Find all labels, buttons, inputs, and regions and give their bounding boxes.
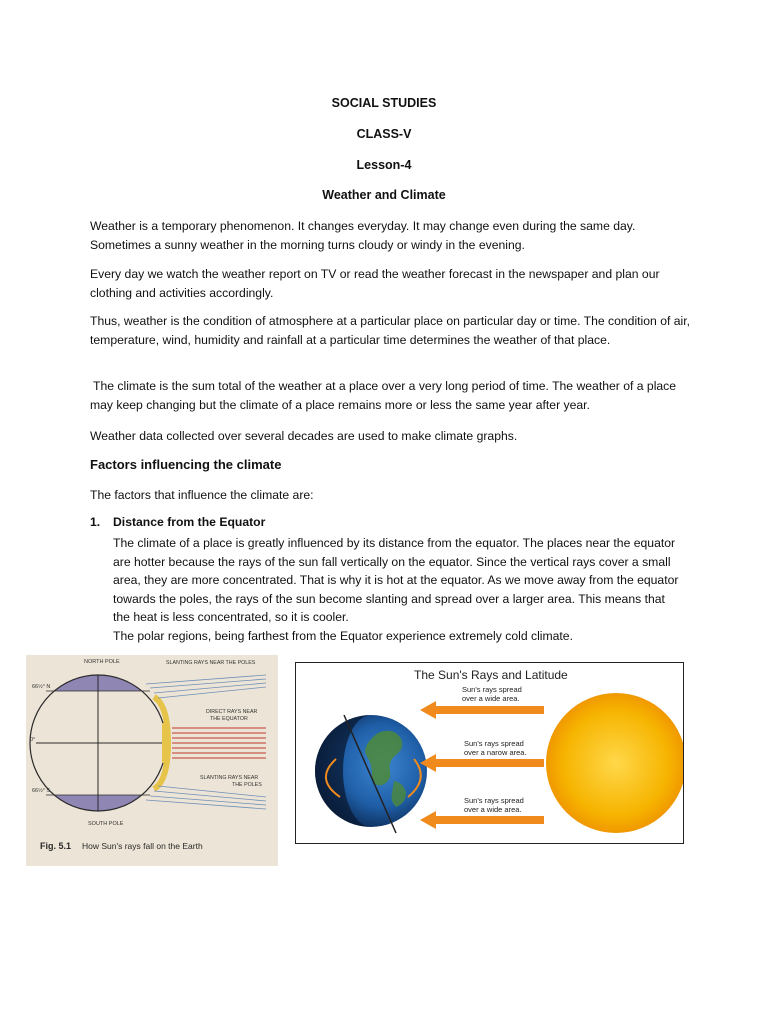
sun-earth-diagram [296,663,683,843]
list-item-body-polar: The polar regions, being farthest from the Equator experience extremely cold climate. [113,629,573,643]
lat-south-label: 66½° S [32,788,51,794]
lat-equator-label: 0° [30,737,36,743]
direct-rays-label-1: DIRECT RAYS NEAR [206,709,258,715]
section-heading: Factors influencing the climate [90,457,282,472]
sun-icon [546,693,683,833]
ray-label-middle-2: over a narow area. [464,748,527,757]
direct-rays [172,728,266,758]
figure-caption-text: How Sun's rays fall on the Earth [82,841,203,851]
list-item-number: 1. [90,515,101,529]
south-pole-label: SOUTH POLE [88,821,124,827]
paragraph-climate-definition: The climate is the sum total of the weather at a place over a very long period of time. The weather of a place may keep changing but the climate of a place remains more or less the same year after year. [90,379,677,412]
slanting-bottom-label-1: SLANTING RAYS NEAR [200,775,259,781]
slanting-top-label: SLANTING RAYS NEAR THE POLES [166,660,256,666]
section-intro: The factors that influence the climate are: [90,488,314,502]
ray-label-bottom-2: over a wide area. [464,805,522,814]
page-title: Weather and Climate [322,188,446,202]
slanting-bottom-label-2: THE POLES [232,782,262,788]
class-heading: CLASS-V [356,127,412,141]
paragraph-weather-report: Every day we watch the weather report on TV or read the weather forecast in the newspaper and plan our clothing and activities accordingly. [90,267,660,300]
paragraph-climate-graphs: Weather data collected over several decades are used to make climate graphs. [90,429,518,443]
list-item-body: The climate of a place is greatly influenced by its distance from the equator. The places near the equator are hotter because the rays of the sun fall vertically on the equator. Since the vertical rays cover a small area, they are more concentrated. That is why it is hot at the equator. As we move away from the equator towards the poles, the rays of the sun become slanting and spread over a larger area. This means that the heat is less concentrated, so it is cooler. [113,536,679,624]
subject-heading: SOCIAL STUDIES [331,96,437,110]
ray-label-middle-1: Sun's rays spread [464,739,524,748]
north-pole-label: NORTH POLE [84,659,120,665]
figure-caption-label: Fig. 5.1 [40,841,72,851]
ray-label-bottom-1: Sun's rays spread [464,796,524,805]
earth-diagram [26,655,278,866]
lesson-heading: Lesson-4 [356,158,412,172]
direct-rays-label-2: THE EQUATOR [210,716,248,722]
paragraph-weather-condition: Thus, weather is the condition of atmosphere at a particular place on particular day or time. The condition of air, temperature, wind, humidity and rainfall at a particular time determines the weather of that place. [90,314,690,347]
figure2-title: The Sun's Rays and Latitude [414,668,568,682]
figure-sun-rays-latitude [295,662,684,844]
list-item-title: Distance from the Equator [113,515,266,529]
lat-north-label: 66½° N [32,684,51,690]
figure-sun-rays-earth [26,655,278,866]
ray-label-top-2: over a wide area. [462,694,520,703]
paragraph-weather-definition: Weather is a temporary phenomenon. It changes everyday. It may change even during the same day. Sometimes a sunny weather in the morning turns cloudy or windy in the evening. [90,219,636,252]
ray-label-top-1: Sun's rays spread [462,685,522,694]
